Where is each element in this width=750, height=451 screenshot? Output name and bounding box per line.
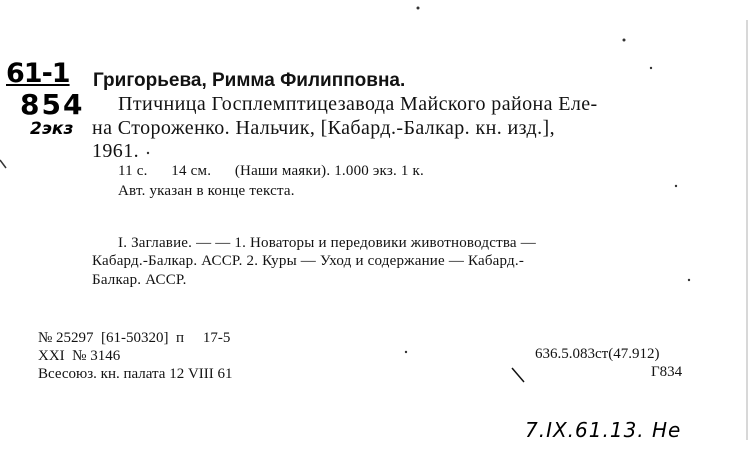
handwritten-date: 7.IX.61.13. He <box>525 418 682 442</box>
tracing-line-3: Балкар. АССР. <box>92 272 187 288</box>
tracing-line-2: Кабард.-Балкар. АССР. 2. Куры — Уход и содержание — Кабард.- <box>92 253 525 269</box>
classification-code: 636.5.083ст(47.912) <box>535 346 660 362</box>
author-note: Авт. указан в конце текста. <box>118 183 295 199</box>
physical-description: 11 с. 14 см. (Наши маяки). 1.000 экз. 1 к. <box>118 163 424 179</box>
title-line-2: на Стороженко. Нальчик, [Кабард.-Балкар. кн. изд.], <box>92 117 555 139</box>
author-heading: Григорьева, Римма Филипповна. <box>93 70 406 91</box>
record-number: № 25297 [61-50320] п 17-5 <box>38 330 231 346</box>
handwritten-number: 854 <box>20 88 85 121</box>
tracing-line-1: I. Заглавие. — — 1. Новаторы и передовики животноводства — <box>118 235 536 251</box>
handwritten-shelf-mark: 61-1 <box>6 58 70 89</box>
book-chamber: Всесоюз. кн. палата 12 VIII 61 <box>38 366 233 382</box>
title-line-1: Птичница Госплемптицезавода Майского района Еле- <box>118 93 598 115</box>
handwritten-copies: 2экз <box>30 119 74 139</box>
title-line-3: 1961. <box>92 140 139 162</box>
series-number: XXI № 3146 <box>38 348 121 364</box>
cutter-number: Г834 <box>651 364 683 380</box>
